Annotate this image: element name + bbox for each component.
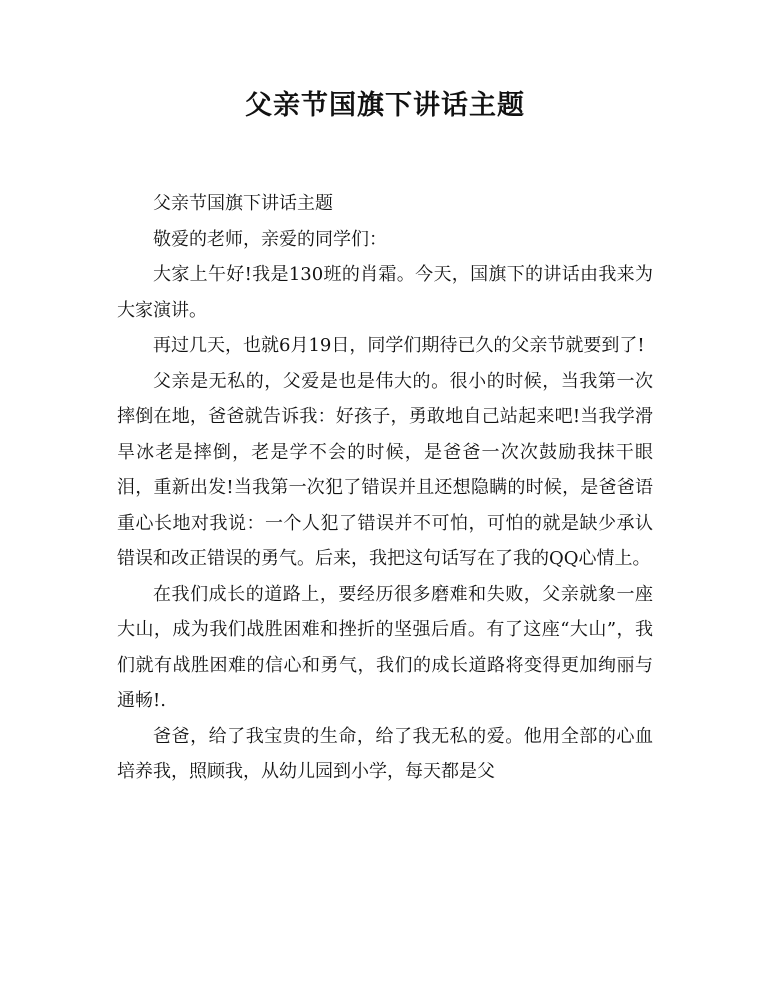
document-body [117, 186, 653, 790]
paragraph-precious-life: 爸爸，给了我宝贵的生命，给了我无私的爱。他用全部的心血培养我，照顾我，从幼儿园到小学，每天都是父 [117, 725, 653, 782]
paragraph-salutation: 敬爱的老师，亲爱的同学们： [153, 228, 387, 250]
paragraph-fathers-day: 再过几天，也就6月19日，同学们期待已久的父亲节就要到了! [153, 335, 645, 356]
paragraph-greeting: 大家上午好!我是130班的肖霜。今天，国旗下的讲话由我来为大家演讲。 [117, 264, 653, 321]
paragraph-selfless-love: 父亲是无私的，父爱是也是伟大的。很小的时候，当我第一次摔倒在地，爸爸就告诉我：好孩子，勇敢地自己站起来吧!当我学滑旱冰老是摔倒，老是学不会的时候，是爸爸一次次鼓励我抹干眼泪，重新出发!当我第一次犯了错误并且还想隐瞒的时候，是爸爸语重心长地对我说：一个人犯了错误并不可怕，可怕的就是缺少承认错误和改正错误的勇气。后来，我把这句话写在了我的QQ心情上。 [117, 370, 653, 569]
paragraph-heading: 父亲节国旗下讲话主题 [153, 193, 333, 214]
paragraph-mountain: 在我们成长的道路上，要经历很多磨难和失败，父亲就象一座大山，成为我们战胜困难和挫折的坚强后盾。有了这座“大山”，我们就有战胜困难的信心和勇气，我们的成长道路将变得更加绚丽与通畅!. [117, 583, 653, 711]
document-title: 父亲节国旗下讲话主题 [245, 90, 525, 121]
